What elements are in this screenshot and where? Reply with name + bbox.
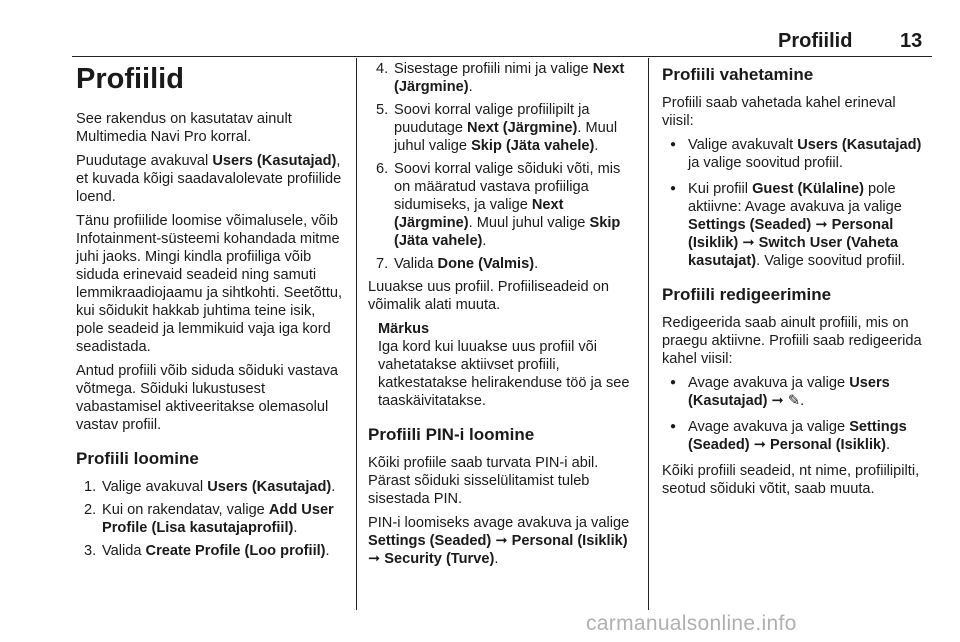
column-3 — [662, 60, 930, 504]
list-item: 5. Soovi korral valige profiilipilt ja puudutage Next (Järgmine). Muul juhul valige Skip (Jäta vahele). — [376, 102, 618, 154]
list-item: 7. Valida Done (Valmis). — [376, 256, 539, 272]
switch-paragraph: Profiili saab vahetada kahel erineval viisil: — [662, 95, 896, 129]
profiles-description: Tänu profiilide loomise võimalusele, võib Infotainment-süsteemi kohandada mitme juhi jaoks. Mingi kindla profiiliga võib siduda erinevaid seadeid ning samuti lemmikraadiojaamu ja sihtkohti. Seetõttu, kui sõidukit hakkab juhtima teine isik, pole seadeid ja lemmikuid vaja iga kord seadistada. — [76, 213, 343, 355]
key-link-paragraph: Antud profiili võib siduda sõiduki vastava võtmega. Sõiduki lukustusest vabastamisel aktiveeritakse olemasolul vastav profiil. — [76, 363, 339, 433]
page-title: Profiilid — [76, 63, 184, 95]
column-1 — [76, 60, 344, 565]
column-divider-2 — [648, 58, 649, 610]
users-paragraph: Puudutage avakuval Users (Kasutajad), et kuvada kõigi saadavalolevate profiilide loend. — [76, 153, 342, 205]
create-steps-continued — [368, 60, 636, 273]
list-item: 2. Kui on rakendatav, valige Add User Profile (Lisa kasutajaprofiil). — [84, 502, 334, 536]
running-header-title: Profiilid — [778, 30, 853, 52]
list-item: ● Avage avakuva ja valige Settings (Seaded) ➞ Personal (Isiklik). — [662, 418, 930, 454]
column-2 — [368, 60, 636, 574]
note-box — [368, 320, 636, 410]
arrow-right-icon: ➞ — [753, 437, 766, 453]
list-item: ● Avage avakuva ja valige Users (Kasutajad) ➞ ✎. — [662, 374, 930, 410]
final-paragraph: Kõiki profiili seadeid, nt nime, profiilipilti, seotud sõiduki võtit, saab muuta. — [662, 463, 920, 497]
switch-options — [662, 136, 930, 270]
page-number: 13 — [900, 30, 923, 52]
section-heading-edit: Profiili redigeerimine — [662, 285, 832, 304]
column-divider-1 — [356, 58, 357, 610]
arrow-right-icon: ➞ — [368, 551, 381, 567]
edit-paragraph: Redigeerida saab ainult profiili, mis on praegu aktiivne. Profiili saab redigeerida kahel viisil: — [662, 315, 922, 367]
create-steps — [76, 478, 344, 560]
arrow-right-icon: ➞ — [815, 217, 828, 233]
list-item: 1. Valige avakuval Users (Kasutajad). — [84, 479, 336, 495]
after-steps-paragraph: Luuakse uus profiil. Profiiliseadeid on võimalik alati muuta. — [368, 279, 609, 313]
pencil-icon: ✎ — [787, 393, 801, 409]
edit-options — [662, 374, 930, 454]
arrow-right-icon: ➞ — [495, 533, 508, 549]
arrow-right-icon: ➞ — [771, 393, 784, 409]
list-item: 3. Valida Create Profile (Loo profiil). — [84, 543, 330, 559]
intro-paragraph: See rakendus on kasutatav ainult Multimedia Navi Pro korral. — [76, 111, 292, 145]
section-heading-create: Profiili loomine — [76, 449, 199, 468]
list-item: ● Kui profiil Guest (Külaline) pole aktiivne: Avage avakuva ja valige Settings (Seaded) ➞ Personal (Isiklik) ➞ Switch User (Vaheta kasutajat). Valige soovitud profiil. — [662, 180, 930, 270]
list-item: ● Valige avakuvalt Users (Kasutajad) ja valige soovitud profiil. — [662, 136, 930, 172]
watermark: carmanualsonline.info — [586, 612, 797, 635]
section-heading-pin: Profiili PIN-i loomine — [368, 425, 535, 444]
list-item: 6. Soovi korral valige sõiduki võti, mis on määratud vastava profiiliga sidumiseks, ja valige Next (Järgmine). Muul juhul valige Skip (Jäta vahele). — [376, 161, 621, 249]
note-text: Iga kord kui luuakse uus profiil või vahetatakse aktiivset profiili, katkestatakse helirakenduse töö ja see taaskäivitatakse. — [378, 339, 630, 409]
pin-create-paragraph: PIN-i loomiseks avage avakuva ja valige Settings (Seaded) ➞ Personal (Isiklik) ➞ Security (Turve). — [368, 515, 630, 567]
header-rule — [72, 56, 932, 57]
section-heading-switch: Profiili vahetamine — [662, 65, 814, 84]
list-item: 4. Sisestage profiili nimi ja valige Next (Järgmine). — [376, 61, 625, 95]
pin-paragraph: Kõiki profiile saab turvata PIN-i abil. Pärast sõiduki sisselülitamist tuleb sisestada PIN. — [368, 455, 599, 507]
arrow-right-icon: ➞ — [742, 235, 755, 251]
note-title: Märkus — [378, 321, 430, 337]
